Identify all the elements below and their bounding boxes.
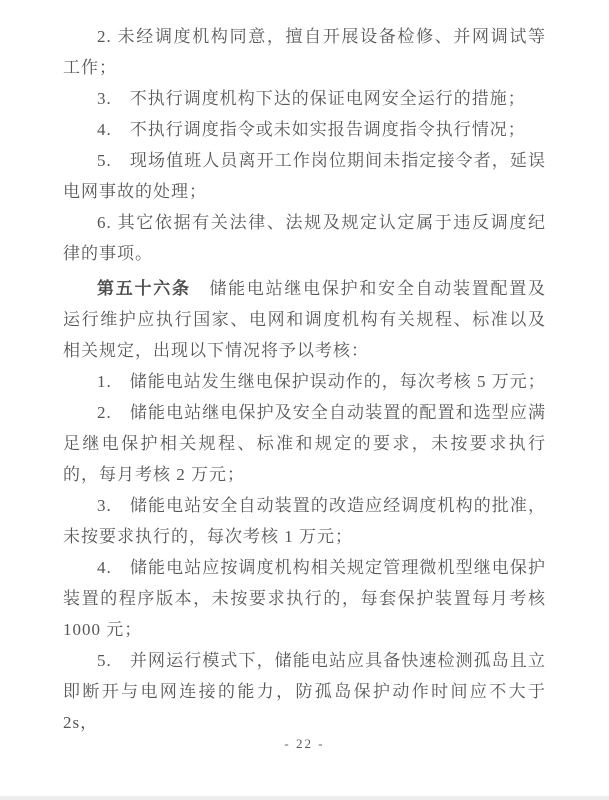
list-item — [63, 83, 546, 114]
list-item — [63, 645, 546, 738]
list-item — [63, 21, 546, 83]
paragraph-text: 6. 其它依据有关法律、法规及规定认定属于违反调度纪律的事项。 — [63, 213, 546, 263]
list-item — [63, 397, 546, 490]
paragraph-text: 3. 储能电站安全自动装置的改造应经调度机构的批准，未按要求执行的，每次考核 1 万元； — [63, 496, 546, 546]
article-number: 第五十六条 — [97, 279, 191, 298]
page-bottom-edge — [0, 796, 609, 800]
document-body — [63, 21, 546, 738]
paragraph-text: 4. 储能电站应按调度机构相关规定管理微机型继电保护装置的程序版本，未按要求执行的，每套保护装置每月考核 1000 元； — [63, 558, 546, 639]
paragraph-text: 2. 未经调度机构同意，擅自开展设备检修、并网调试等工作； — [63, 27, 546, 77]
list-item — [63, 552, 546, 645]
article-paragraph — [63, 273, 546, 366]
paragraph-text: 1. 储能电站发生继电保护误动作的，每次考核 5 万元； — [97, 372, 546, 391]
paragraph-text: 5. 并网运行模式下，储能电站应具备快速检测孤岛且立即断开与电网连接的能力，防孤岛保护动作时间应不大于 2s， — [63, 651, 546, 732]
page-number: - 22 - — [284, 736, 325, 751]
list-item — [63, 207, 546, 269]
list-item — [63, 114, 546, 145]
list-item — [63, 145, 546, 207]
paragraph-text: 储能电站继电保护和安全自动装置配置及运行维护应执行国家、电网和调度机构有关规程、标准以及相关规定，出现以下情况将予以考核： — [63, 279, 547, 360]
list-item — [63, 366, 546, 397]
paragraph-text: 2. 储能电站继电保护及安全自动装置的配置和选型应满足继电保护相关规程、标准和规定的要求，未按要求执行的，每月考核 2 万元； — [63, 403, 546, 484]
paragraph-text: 3. 不执行调度机构下达的保证电网安全运行的措施； — [97, 89, 526, 108]
paragraph-text: 5. 现场值班人员离开工作岗位期间未指定接令者，延误电网事故的处理； — [63, 151, 546, 201]
paragraph-text: 4. 不执行调度指令或未如实报告调度指令执行情况； — [97, 120, 526, 139]
list-item — [63, 490, 546, 552]
